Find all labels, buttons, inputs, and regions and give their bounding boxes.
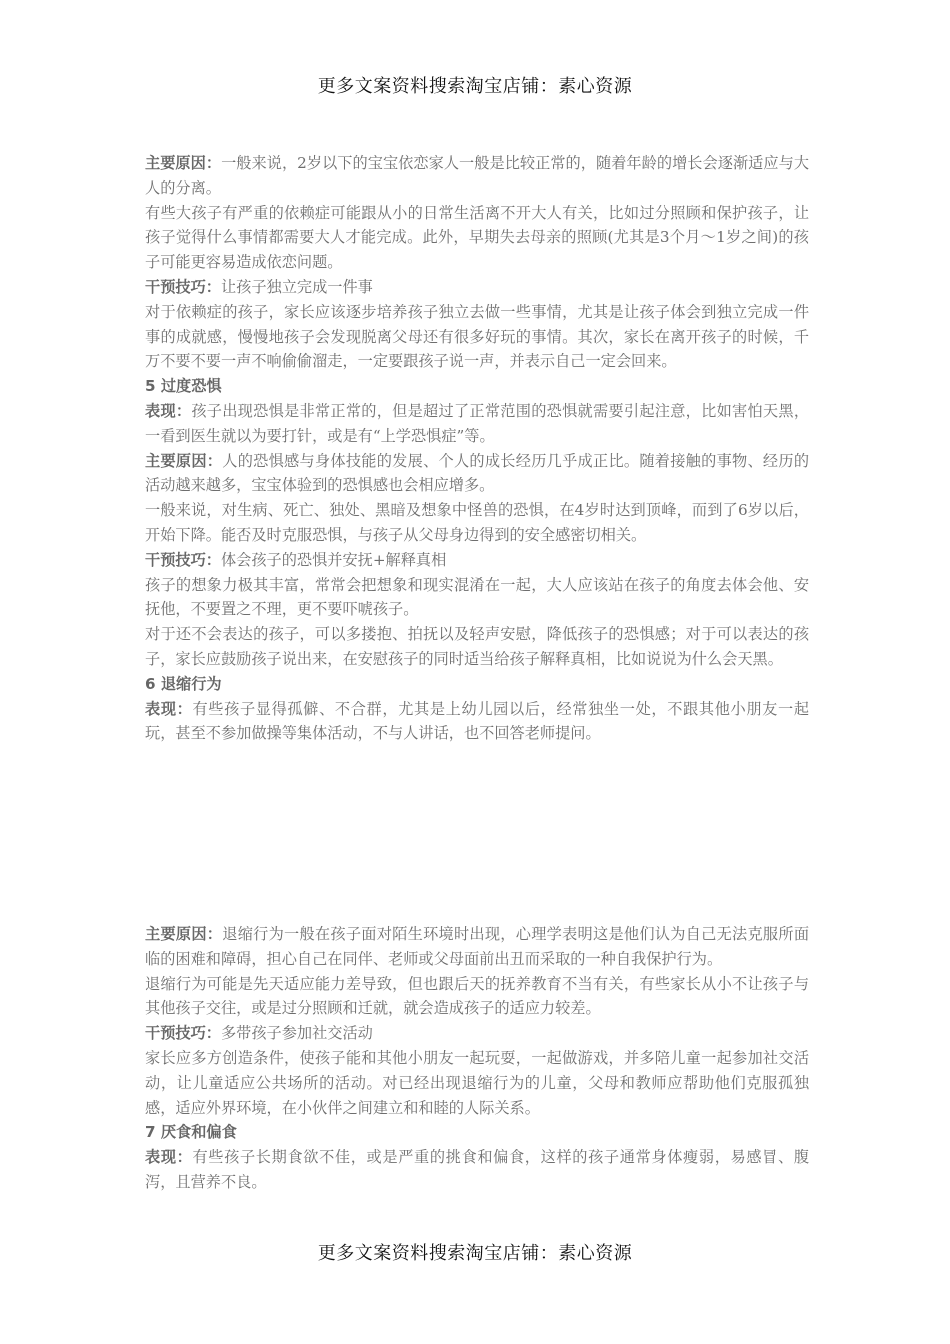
paragraph [145,151,809,201]
paragraph [145,697,809,747]
label-intervention: 干预技巧： [145,550,221,569]
paragraph [145,449,809,499]
paragraph-text: 有些孩子显得孤僻、不合群，尤其是上幼儿园以后，经常独坐一处，不跟其他小朋友一起玩，甚至不参加做操等集体活动，不与人讲话，也不回答老师提问。 [145,699,810,743]
paragraph [145,548,809,573]
paragraph-text: 多带孩子参加社交活动 [220,1024,373,1043]
paragraph-text: 人的恐惧感与身体技能的发展、个人的成长经历几乎成正比。随着接触的事物、经历的活动越来越多，宝宝体验到的恐惧感也会相应增多。 [145,451,810,495]
header-banner: 更多文案资料搜索淘宝店铺：素心资源 [317,76,633,97]
text-block-2 [145,922,809,1195]
paragraph-text: 体会孩子的恐惧并安抚+解释真相 [220,550,447,569]
paragraph-text: 让孩子独立完成一件事 [220,277,373,296]
paragraph [145,1145,809,1195]
paragraph: 孩子的想象力极其丰富，常常会把想象和现实混淆在一起，大人应该站在孩子的角度去体会他、安抚他，不要置之不理，更不要吓唬孩子。 [145,575,809,619]
paragraph: 对于依赖症的孩子，家长应该逐步培养孩子独立去做一些事情，尤其是让孩子体会到独立完成一件事的成就感，慢慢地孩子会发现脱离父母还有很多好玩的事情。其次，家长在离开孩子的时候，千万不要不要一声不响偷偷溜走，一定要跟孩子说一声，并表示自己一定会回来。 [145,302,809,371]
paragraph: 对于还不会表达的孩子，可以多搂抱、拍抚以及轻声安慰，降低孩子的恐惧感；对于可以表达的孩子，家长应鼓励孩子说出来，在安慰孩子的同时适当给孩子解释真相，比如说说为什么会天黑。 [145,625,809,668]
paragraph: 有些大孩子有严重的依赖症可能跟从小的日常生活离不开大人有关，比如过分照顾和保护孩子，让孩子觉得什么事情都需要大人才能完成。此外，早期失去母亲的照顾(尤其是3个月～1岁之间)的孩子可能更容易造成依恋问题。 [145,203,809,272]
section-heading-7: 7 厌食和偏食 [145,1123,237,1142]
paragraph: 家长应多方创造条件，使孩子能和其他小朋友一起玩耍，一起做游戏，并多陪儿童一起参加社交活动，让儿童适应公共场所的活动。对已经出现退缩行为的儿童，父母和教师应帮助他们克服孤独感，适应外界环境，在小伙伴之间建立和和睦的人际关系。 [145,1048,809,1117]
footer-banner: 更多文案资料搜索淘宝店铺：素心资源 [317,1243,633,1264]
label-symptom: 表现： [145,1148,193,1167]
section-heading-6: 6 退缩行为 [145,674,222,693]
label-main-cause: 主要原因： [145,451,223,470]
label-main-cause: 主要原因： [145,154,222,172]
paragraph-text: 有些孩子长期食欲不佳，或是严重的挑食和偏食，这样的孩子通常身体瘦弱，易感冒、腹泻，且营养不良。 [145,1148,810,1191]
label-symptom: 表现： [145,699,193,718]
label-symptom: 表现： [145,401,192,420]
paragraph [145,275,809,300]
section-heading-5: 5 过度恐惧 [145,377,222,396]
paragraph [145,922,809,972]
paragraph: 退缩行为可能是先天适应能力差导致，但也跟后天的抚养教育不当有关，有些家长从小不让孩子与其他孩子交往，或是过分照顾和迁就，就会造成孩子的适应力较差。 [145,974,809,1018]
paragraph [145,399,809,449]
label-main-cause: 主要原因： [145,925,223,943]
label-intervention: 干预技巧： [145,277,221,296]
paragraph [145,1021,809,1046]
label-intervention: 干预技巧： [145,1024,221,1043]
paragraph-text: 一般来说，2岁以下的宝宝依恋家人一般是比较正常的，随着年龄的增长会逐渐适应与大人的分离。 [145,154,809,197]
paragraph-text: 退缩行为一般在孩子面对陌生环境时出现，心理学表明这是他们认为自己无法克服所面临的困难和障碍，担心自己在同伴、老师或父母面前出丑而采取的一种自我保护行为。 [145,925,810,968]
paragraph-text: 孩子出现恐惧是非常正常的，但是超过了正常范围的恐惧就需要引起注意，比如害怕天黑，一看到医生就以为要打针，或是有“上学恐惧症”等。 [145,401,809,445]
text-block-1 [145,151,809,746]
paragraph: 一般来说，对生病、死亡、独处、黑暗及想象中怪兽的恐惧，在4岁时达到顶峰，而到了6岁以后，开始下降。能否及时克服恐惧，与孩子从父母身边得到的安全感密切相关。 [145,501,809,544]
